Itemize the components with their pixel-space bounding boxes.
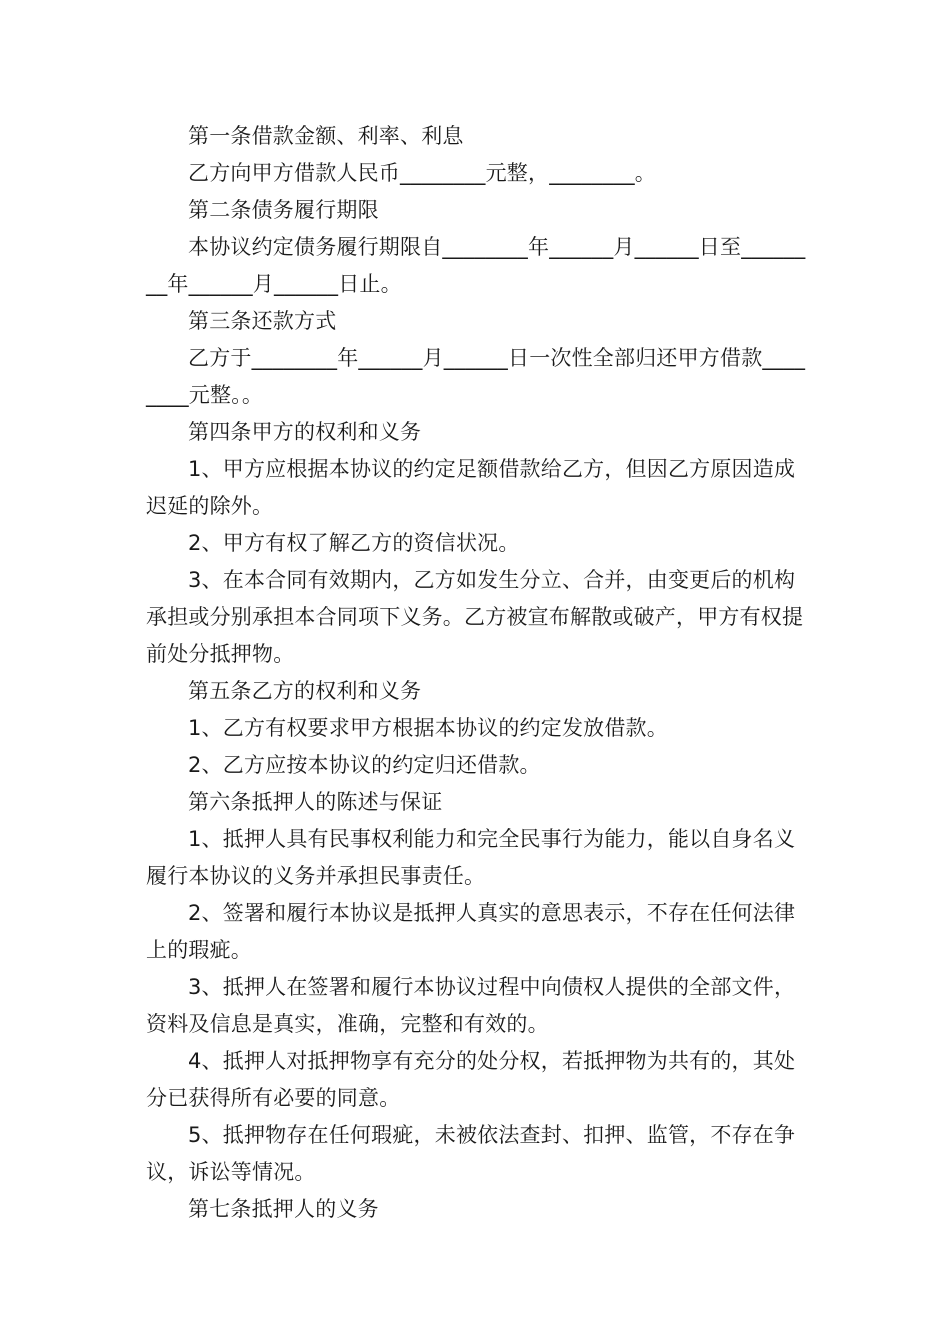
- article-6-item-1: 1、抵押人具有民事权利能力和完全民事行为能力，能以自身名义履行本协议的义务并承担民事责任。: [146, 827, 796, 888]
- article-7-heading: 第七条抵押人的义务: [188, 1197, 379, 1221]
- article-1-heading: 第一条借款金额、利率、利息: [188, 124, 464, 148]
- article-4-heading: 第四条甲方的权利和义务: [188, 420, 422, 444]
- article-4-item-2: 2、甲方有权了解乙方的资信状况。: [188, 531, 520, 555]
- article-3-heading: 第三条还款方式: [188, 309, 337, 333]
- article-5-item-2: 2、乙方应按本协议的约定归还借款。: [188, 753, 541, 777]
- article-6-heading: 第六条抵押人的陈述与保证: [188, 790, 443, 814]
- document-body: [146, 118, 810, 1228]
- article-4-item-1: 1、甲方应根据本协议的约定足额借款给乙方，但因乙方原因造成迟延的除外。: [146, 457, 796, 518]
- article-2-term: 本协议约定债务履行期限自________年______月______日至________年______月______日止。: [146, 235, 806, 296]
- article-2-heading: 第二条债务履行期限: [188, 198, 379, 222]
- article-6-item-5: 5、抵押物存在任何瑕疵，未被依法查封、扣押、监管，不存在争议，诉讼等情况。: [146, 1123, 796, 1184]
- article-6-item-4: 4、抵押人对抵押物享有充分的处分权，若抵押物为共有的，其处分已获得所有必要的同意。: [146, 1049, 796, 1110]
- article-1-loan-amount: 乙方向甲方借款人民币________元整，________。: [188, 161, 656, 185]
- article-5-heading: 第五条乙方的权利和义务: [188, 679, 422, 703]
- article-6-item-3: 3、抵押人在签署和履行本协议过程中向债权人提供的全部文件，资料及信息是真实，准确，完整和有效的。: [146, 975, 796, 1036]
- article-5-item-1: 1、乙方有权要求甲方根据本协议的约定发放借款。: [188, 716, 668, 740]
- article-6-item-2: 2、签署和履行本协议是抵押人真实的意思表示，不存在任何法律上的瑕疵。: [146, 901, 796, 962]
- article-4-item-3: 3、在本合同有效期内，乙方如发生分立、合并，由变更后的机构承担或分别承担本合同项下义务。乙方被宣布解散或破产，甲方有权提前处分抵押物。: [146, 568, 804, 666]
- article-3-repayment: 乙方于________年______月______日一次性全部归还甲方借款________元整。。: [146, 346, 806, 407]
